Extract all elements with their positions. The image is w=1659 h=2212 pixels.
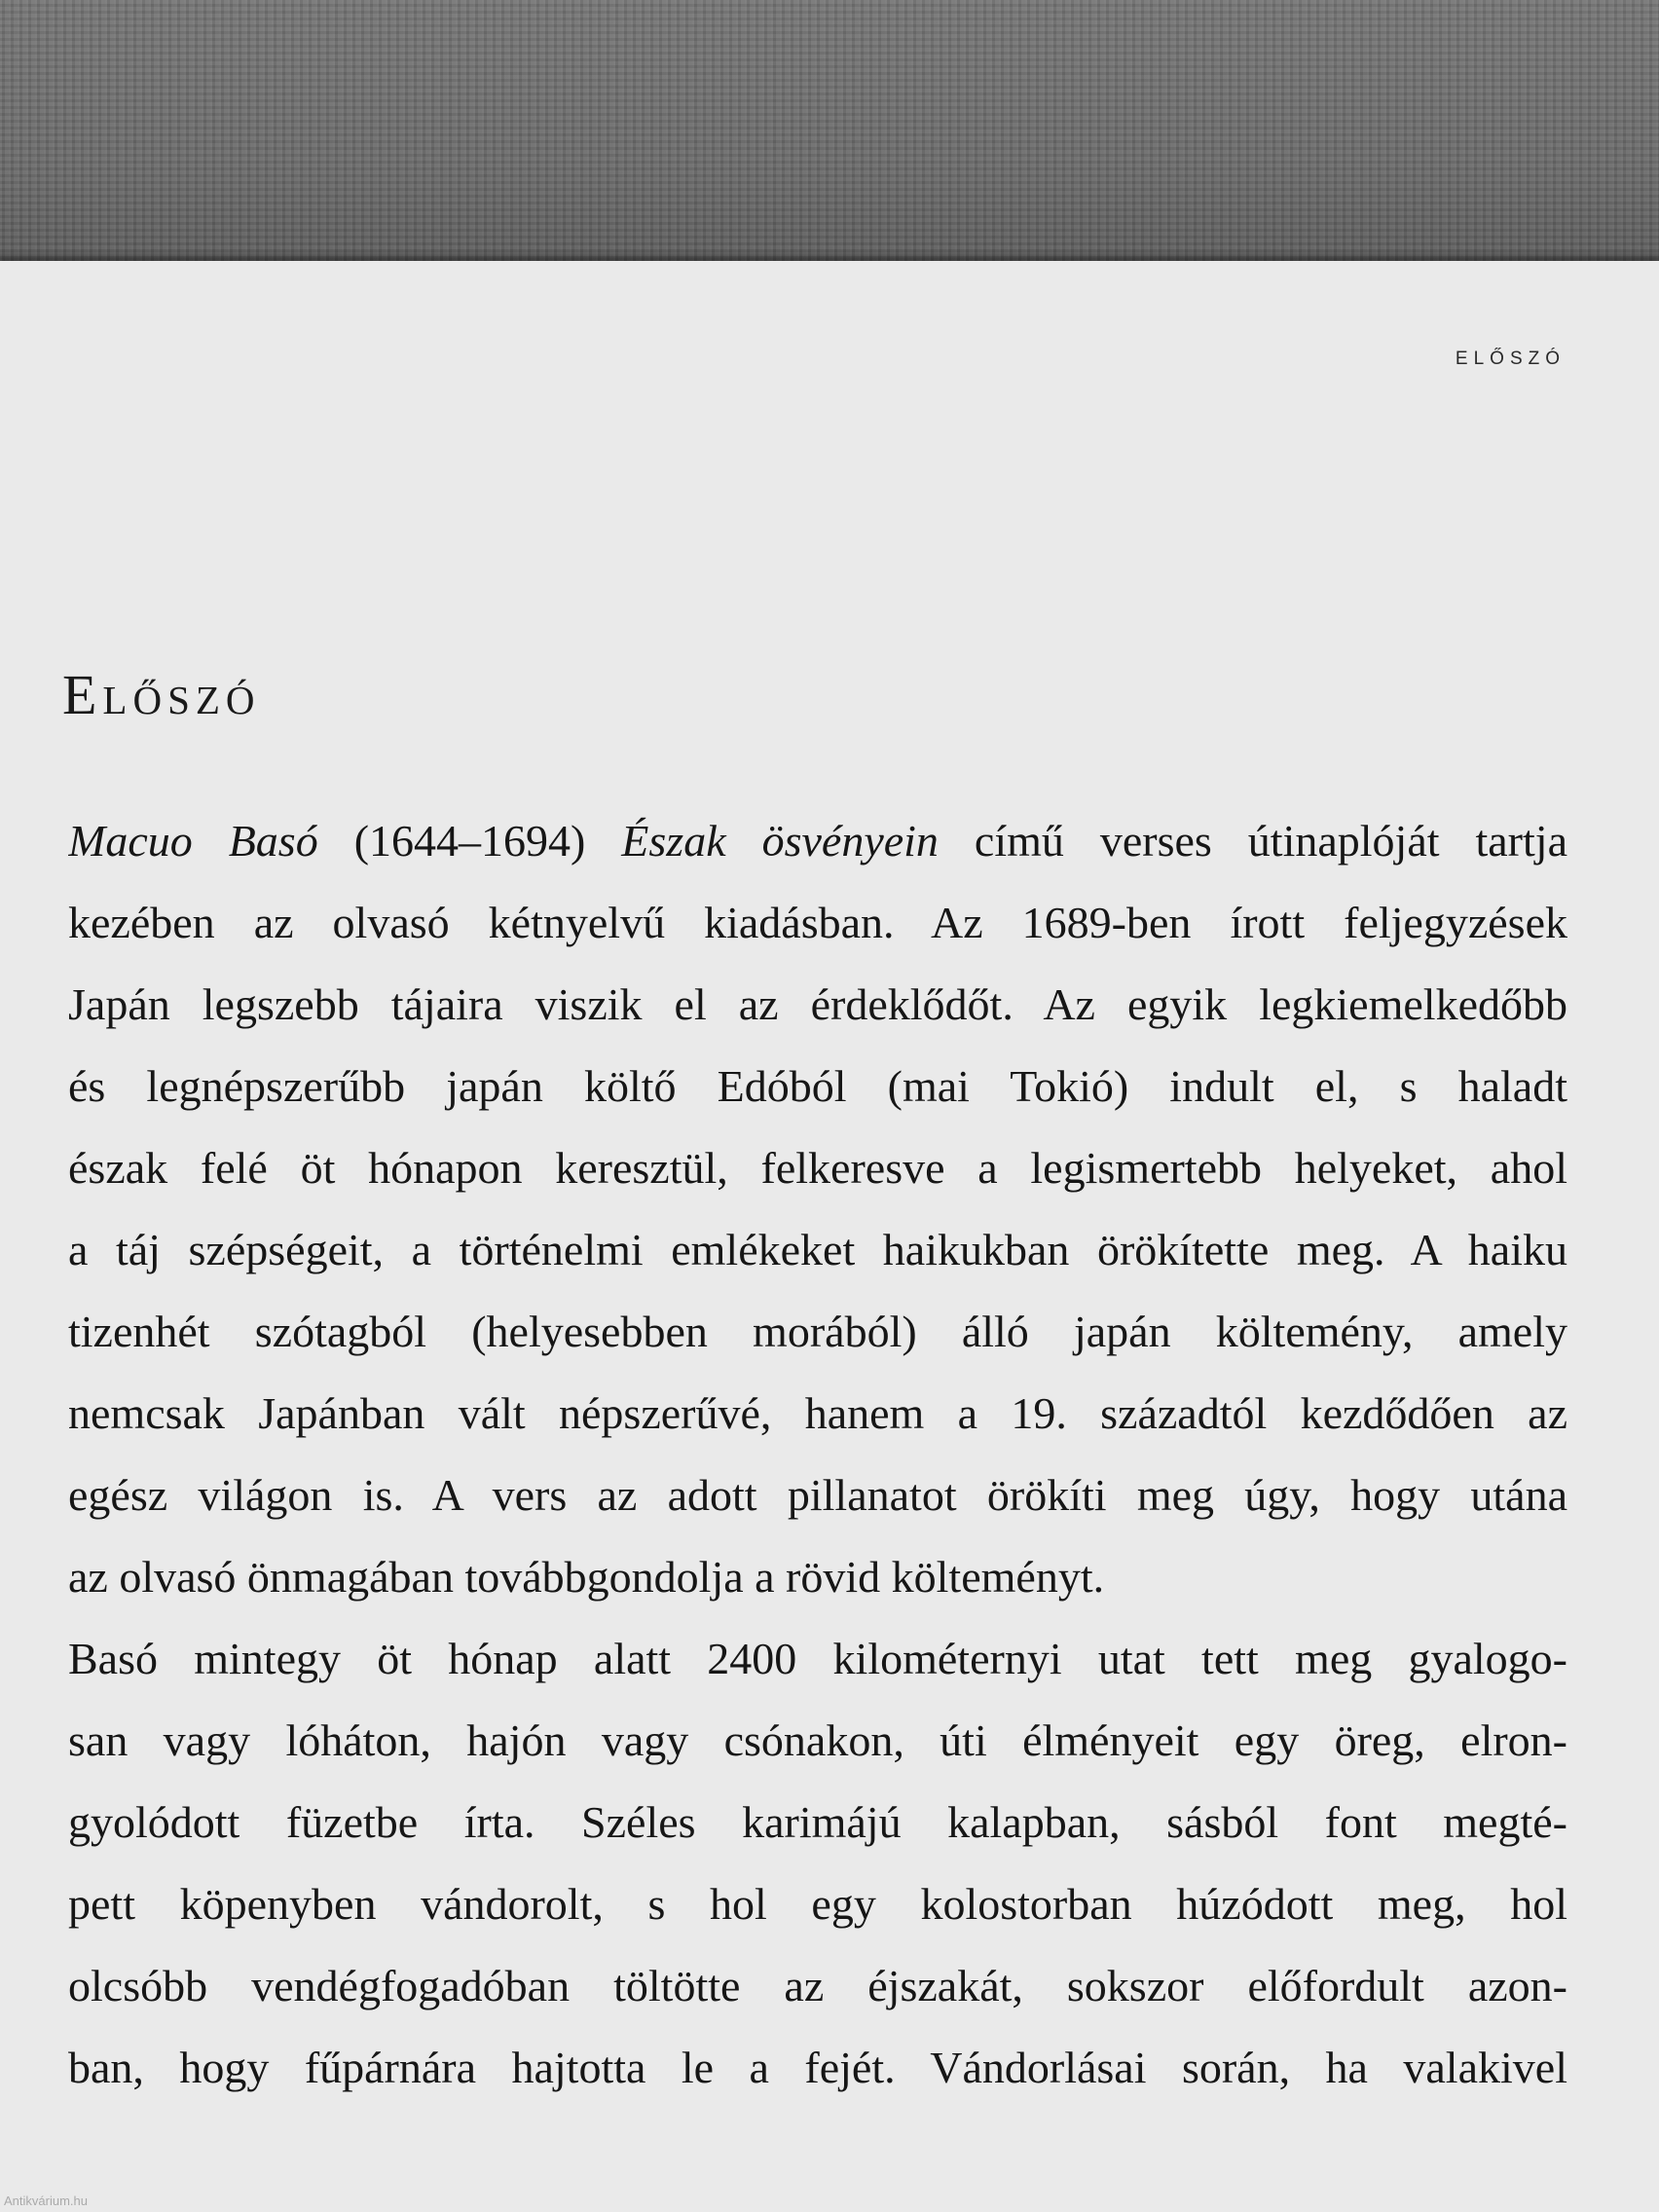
- text-run: gyolódott füzetbe írta. Széles karimájú kalapban, sásból font megté-: [68, 1797, 1567, 1847]
- book-page: [0, 261, 1659, 2212]
- text-run: Basó mintegy öt hónap alatt 2400 kilométernyi utat tett meg gyalogo-: [68, 1634, 1567, 1683]
- text-line: [68, 1291, 1567, 1373]
- italic-title: Észak ösvényein: [621, 816, 939, 866]
- text-run: tizenhét szótagból (helyesebben morából) álló japán költemény, amely: [68, 1307, 1567, 1356]
- text-line: [68, 1046, 1567, 1127]
- running-head: ELŐSZÓ: [1455, 349, 1566, 369]
- text-line: [68, 1373, 1567, 1455]
- text-line: [68, 964, 1567, 1046]
- text-line: [68, 1782, 1567, 1863]
- body-text: [68, 800, 1567, 2109]
- text-run: Japán legszebb tájaira viszik el az érdeklődőt. Az egyik legkiemelkedőbb: [68, 979, 1567, 1029]
- text-line: [68, 800, 1567, 882]
- text-line: [68, 1618, 1567, 1700]
- text-run: nemcsak Japánban vált népszerűvé, hanem a 19. századtól kezdődően az: [68, 1388, 1567, 1438]
- text-run: (1644–1694): [317, 816, 622, 866]
- text-line: [68, 2027, 1567, 2109]
- text-run: című verses útinaplóját tartja: [938, 816, 1567, 866]
- text-line: [68, 1209, 1567, 1291]
- text-run: kezében az olvasó kétnyelvű kiadásban. Az 1689-ben írott feljegyzések: [68, 898, 1567, 947]
- text-line: [68, 1700, 1567, 1782]
- background-surface: [0, 0, 1659, 273]
- text-run: olcsóbb vendégfogadóban töltötte az éjszakát, sokszor előfordult azon-: [68, 1961, 1567, 2010]
- watermark: Antikvárium.hu: [4, 2194, 88, 2208]
- text-line: [68, 882, 1567, 964]
- text-run: ban, hogy fűpárnára hajtotta le a fejét. Vándorlásai során, ha valakivel: [68, 2043, 1567, 2092]
- text-line: [68, 1127, 1567, 1209]
- text-line: [68, 1536, 1567, 1618]
- text-run: és legnépszerűbb japán költő Edóból (mai Tokió) indult el, s haladt: [68, 1061, 1567, 1111]
- text-line: [68, 1945, 1567, 2027]
- text-run: san vagy lóháton, hajón vagy csónakon, úti élményeit egy öreg, elron-: [68, 1715, 1567, 1765]
- text-run: az olvasó önmagában továbbgondolja a rövid költeményt.: [68, 1552, 1105, 1602]
- text-run: észak felé öt hónapon keresztül, felkeresve a legismertebb helyeket, ahol: [68, 1143, 1567, 1193]
- text-run: egész világon is. A vers az adott pillanatot örökíti meg úgy, hogy utána: [68, 1470, 1567, 1520]
- text-line: [68, 1863, 1567, 1945]
- italic-title: Macuo Basó: [68, 816, 318, 866]
- text-run: a táj szépségeit, a történelmi emlékeket haikukban örökítette meg. A haiku: [68, 1225, 1567, 1274]
- text-line: [68, 1455, 1567, 1536]
- chapter-title: Előszó: [62, 663, 261, 726]
- text-run: pett köpenyben vándorolt, s hol egy kolostorban húzódott meg, hol: [68, 1879, 1567, 1929]
